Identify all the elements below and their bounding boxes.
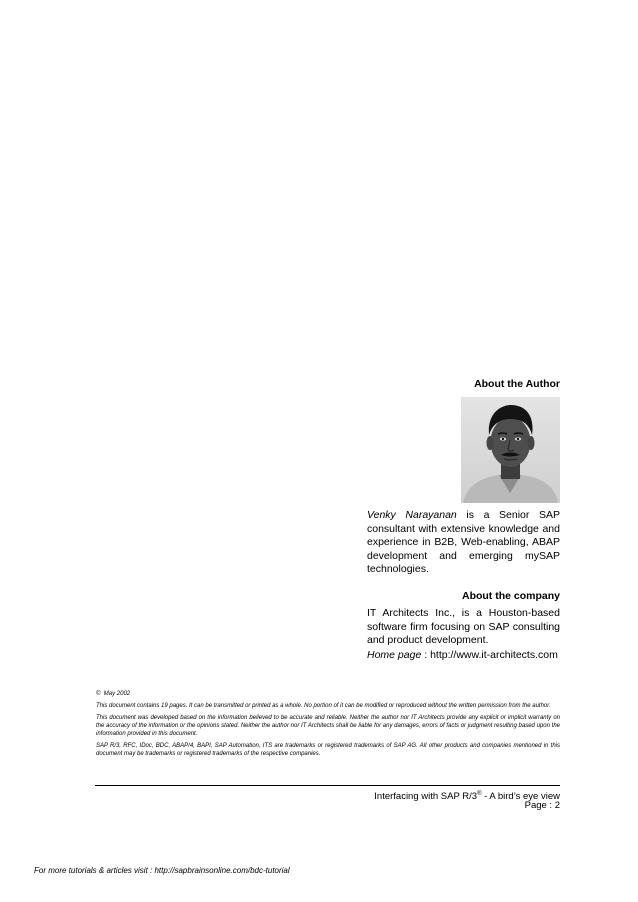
copyright-icon: © xyxy=(96,691,101,697)
company-home-page xyxy=(367,649,560,663)
author-name: Venky Narayanan xyxy=(367,509,457,521)
legal-block xyxy=(96,690,560,762)
company-description: IT Architects Inc., is a Houston-based software firm focusing on SAP consulting and product development. xyxy=(367,607,560,646)
footer-divider xyxy=(95,785,560,786)
tutorials-link[interactable]: For more tutorials & articles visit : http://sapbrainsonline.com/bdc-tutorial xyxy=(34,866,290,875)
home-page-label: Home page xyxy=(367,649,422,661)
author-bio-text: is a Senior SAP consultant with extensive knowledge and experience in B2B, Web-enabling, ABAP development and emerging mySAP technologies. xyxy=(367,509,561,575)
legal-paragraph-2: This document was developed based on the information believed to be accurate and reliable. Neither the author nor IT Architects provide any explicit or implicit warranty on the accuracy of the information or the opinions stated. Neither the author nor IT Architects shall be liable for any damages, errors of facts or judgment resulting based upon the information provided in this document. xyxy=(96,715,560,737)
registered-icon: ® xyxy=(477,791,482,797)
page-number: Page : 2 xyxy=(524,800,560,811)
home-page-link[interactable]: http://www.it-architects.com xyxy=(430,649,558,661)
footer-title-main: Interfacing with SAP R/3 xyxy=(374,791,478,803)
author-photo xyxy=(461,397,560,503)
author-bio xyxy=(367,509,560,577)
legal-paragraph-3: SAP R/3, RFC, IDoc, BDC, ABAP/4, BAPI, SAP Automation, ITS are trademarks or registered trademarks of SAP AG. All other products and companies mentioned in this document may be trademarks or registered trademarks of the respective companies. xyxy=(96,743,560,757)
company-heading: About the company xyxy=(461,590,560,602)
footer-title-sub: - A bird’s eye view xyxy=(481,791,560,803)
home-page-separator: : xyxy=(421,649,431,661)
copyright-line xyxy=(96,690,560,698)
author-heading: About the Author xyxy=(474,378,560,390)
legal-paragraph-1: This document contains 19 pages. It can be transmitted or printed as a whole. No portion of it can be modified or reproduced without the written permission from the author. xyxy=(96,703,551,709)
copyright-text: May 2002 xyxy=(103,691,131,697)
portrait-image xyxy=(461,397,560,503)
